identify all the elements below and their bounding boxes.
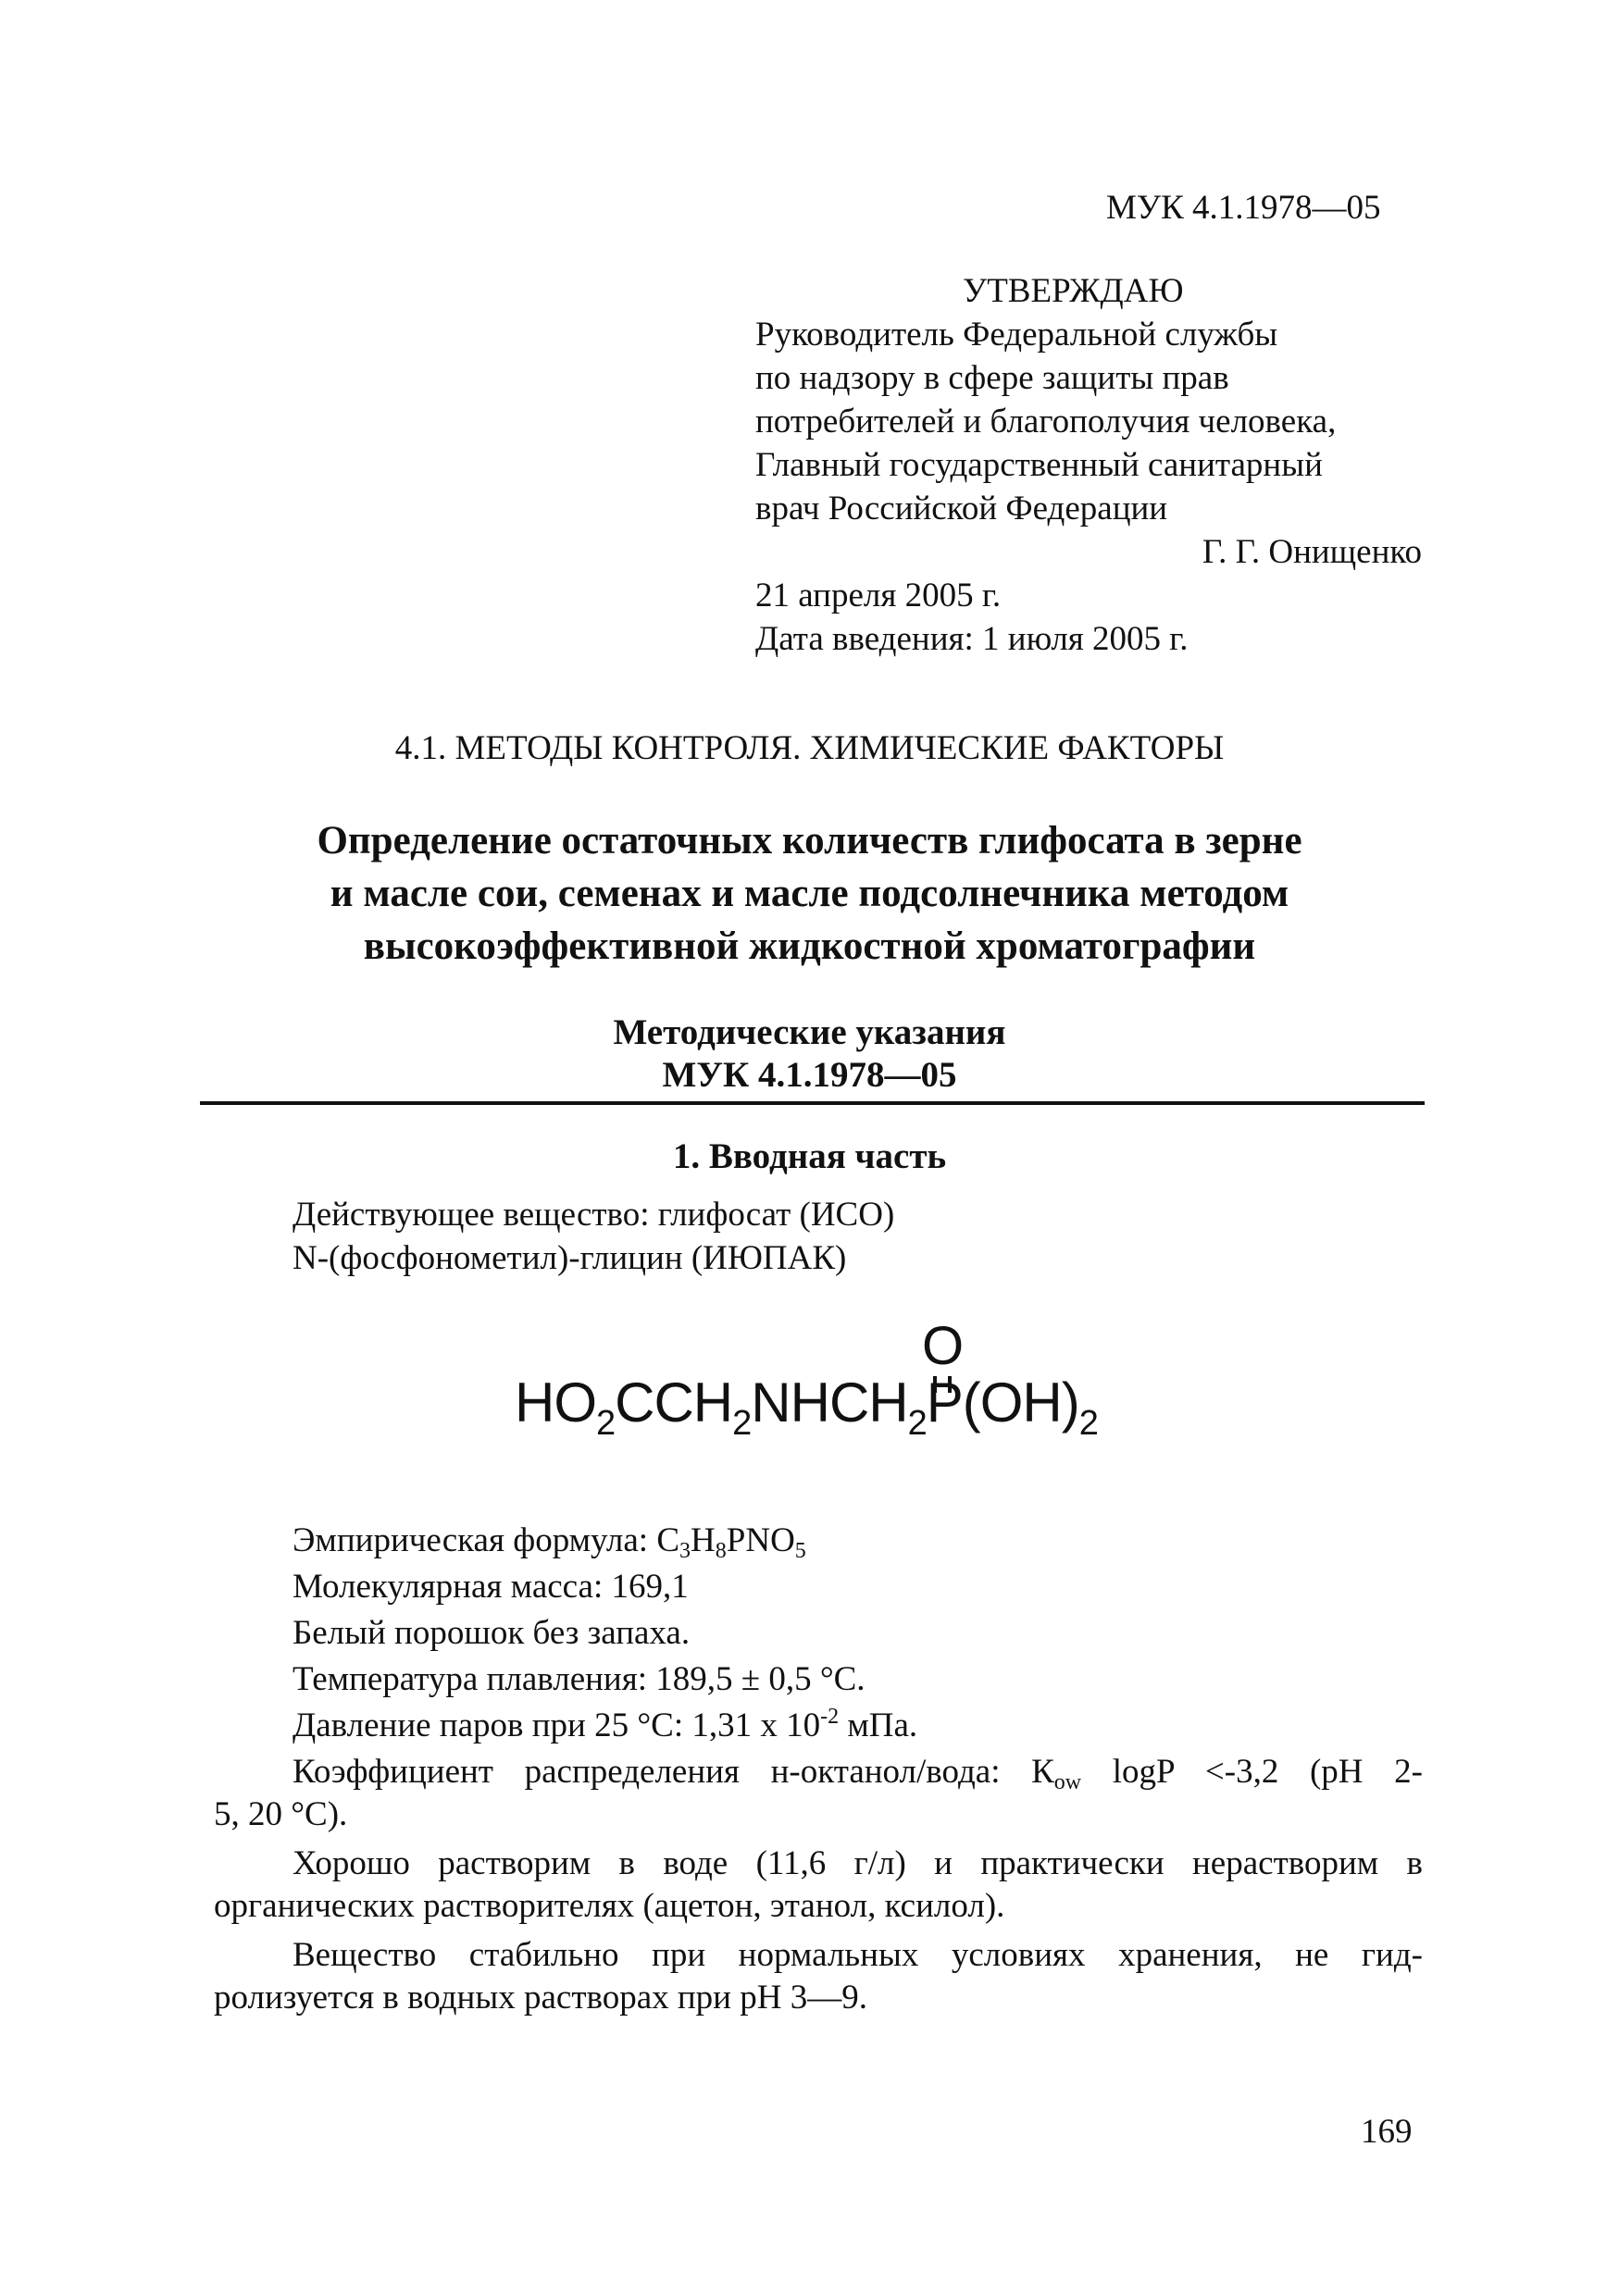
- empirical-formula: Эмпирическая формула: $C_3H_8PNO_5$: [293, 1521, 806, 1563]
- approval-line: потребителей и благополучия человека,: [755, 403, 1337, 441]
- approval-line: врач Российской Федерации: [755, 490, 1168, 527]
- approval-line: Руководитель Федеральной службы: [755, 316, 1278, 354]
- solubility-paragraph: Хорошо растворим в воде (11,6 г/л) и практически нерастворим в органических растворителях (ацетон, этанол, ксилол).: [214, 1844, 1423, 1925]
- effective-date: Дата введения: 1 июля 2005 г.: [755, 620, 1189, 658]
- active-substance: Действующее вещество: глифосат (ИСО): [293, 1196, 895, 1234]
- melting-point: Температура плавления: 189,5 ± 0,5 °С.: [293, 1660, 866, 1698]
- subtitle-line: Методические указания: [613, 1012, 1006, 1052]
- document-subtitle: [0, 1011, 1619, 1097]
- structural-formula: [515, 1316, 1126, 1476]
- partition-paragraph: Коэффициент распределения н-октанол/вода: $К_{ow}$ logP <-3,2 (рН 2- 5, 20 °С).: [214, 1753, 1423, 1833]
- subtitle-line: МУК 4.1.1978—05: [662, 1055, 957, 1095]
- formula-oxygen: O: [922, 1316, 965, 1376]
- formula-main: $HO_2CCH_2NHCH_2P(OH)_2$: [515, 1371, 1098, 1443]
- title-line: Определение остаточных количеств глифосата в зерне: [317, 819, 1302, 863]
- vapor-pressure: Давление паров при 25 °С: 1,31 х $10^{-2}$ мПа.: [293, 1705, 918, 1744]
- horizontal-rule: [200, 1101, 1425, 1105]
- signatory-name: Г. Г. Онищенко: [1202, 533, 1422, 571]
- section-title: 4.1. МЕТОДЫ КОНТРОЛЯ. ХИМИЧЕСКИЕ ФАКТОРЫ: [394, 729, 1225, 767]
- approval-date: 21 апреля 2005 г.: [755, 577, 1002, 614]
- document-title: [0, 814, 1619, 973]
- document-code: МУК 4.1.1978—05: [1106, 189, 1381, 227]
- appearance: Белый порошок без запаха.: [293, 1614, 691, 1652]
- approval-heading: УТВЕРЖДАЮ: [963, 272, 1184, 310]
- page-number: 169: [1361, 2113, 1413, 2151]
- approval-block: [755, 270, 1422, 662]
- section-heading-intro: 1. Вводная часть: [672, 1136, 947, 1176]
- iupac-name: N-(фосфонометил)-глицин (ИЮПАК): [293, 1239, 847, 1277]
- molar-mass: Молекулярная масса: 169,1: [293, 1568, 689, 1606]
- title-line: и масле сои, семенах и масле подсолнечника методом: [330, 872, 1289, 915]
- approval-line: по надзору в сфере защиты прав: [755, 359, 1229, 397]
- stability-paragraph: Вещество стабильно при нормальных условиях хранения, не гид- ролизуется в водных растворах при рН 3—9.: [214, 1936, 1423, 2017]
- approval-line: Главный государственный санитарный: [755, 446, 1323, 484]
- title-line: высокоэффективной жидкостной хроматографии: [363, 925, 1256, 968]
